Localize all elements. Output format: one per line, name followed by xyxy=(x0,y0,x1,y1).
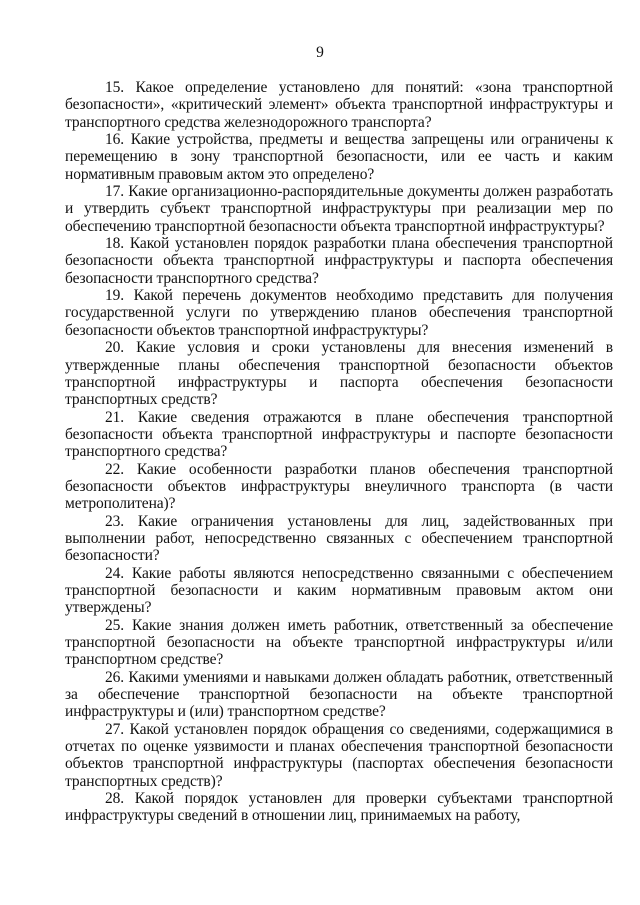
question-25: 25. Какие знания должен иметь работник, ответственный за обеспечение транспортной безопасности на объекте транспортной инфраструктуры и/или транспортном средстве? xyxy=(65,616,613,669)
question-24: 24. Какие работы являются непосредственно связанными с обеспечением транспортной безопасности и каким нормативным правовым актом они утверждены? xyxy=(65,564,613,617)
question-17: 17. Какие организационно-распорядительные документы должен разработать и утвердить субъект транспортной инфраструктуры при реализации мер по обеспечению транспортной безопасности объекта транспортной инфраструктуры? xyxy=(65,183,613,235)
question-18: 18. Какой установлен порядок разработки плана обеспечения транспортной безопасности объекта транспортной инфраструктуры и паспорта обеспечения безопасности транспортного средства? xyxy=(65,235,613,287)
question-16: 16. Какие устройства, предметы и вещества запрещены или ограничены к перемещению в зону транспортной безопасности, или ее часть и каким нормативным правовым актом это определено? xyxy=(65,131,613,183)
question-26: 26. Какими умениями и навыками должен обладать работник, ответственный за обеспечение транспортной безопасности на объекте транспортной инфраструктуры и (или) транспортном средстве? xyxy=(65,668,613,721)
question-22: 22. Какие особенности разработки планов обеспечения транспортной безопасности объектов инфраструктуры внеуличного транспорта (в части метрополитена)? xyxy=(65,460,613,513)
question-23: 23. Какие ограничения установлены для лиц, задействованных при выполнении работ, непосредственно связанных с обеспечением транспортной безопасности? xyxy=(65,512,613,565)
page-number: 9 xyxy=(316,44,324,61)
question-15: 15. Какое определение установлено для понятий: «зона транспортной безопасности», «критический элемент» объекта транспортной инфраструктуры и транспортного средства железнодорожного транспорта? xyxy=(65,79,613,131)
question-20: 20. Какие условия и сроки установлены для внесения изменений в утвержденные планы обеспечения транспортной безопасности объектов транспортной инфраструктуры и паспорта обеспечения безопасности транспортных средств? xyxy=(65,339,613,409)
question-list xyxy=(65,79,613,825)
question-19: 19. Какой перечень документов необходимо представить для получения государственной услуги по утверждению планов обеспечения транспортной безопасности объектов транспортной инфраструктуры? xyxy=(65,287,613,339)
question-28: 28. Какой порядок установлен для проверки субъектами транспортной инфраструктуры сведений в отношении лиц, принимаемых на работу, xyxy=(65,790,613,825)
question-21: 21. Какие сведения отражаются в плане обеспечения транспортной безопасности объекта транспортной инфраструктуры и паспорте безопасности транспортного средства? xyxy=(65,408,613,461)
question-27: 27. Какой установлен порядок обращения со сведениями, содержащимися в отчетах по оценке уязвимости и планах обеспечения транспортной безопасности объектов транспортной инфраструктуры (паспортах обеспечения безопасности транспортных средств)? xyxy=(65,720,613,790)
